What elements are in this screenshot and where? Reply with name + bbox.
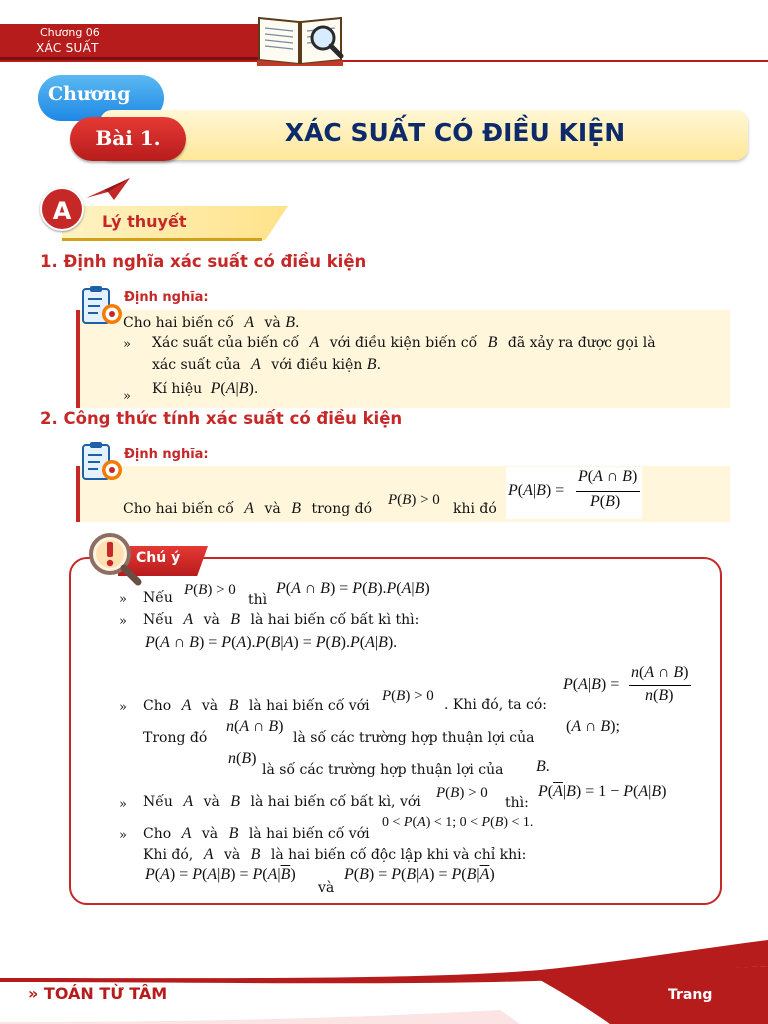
bullet-marker: »	[123, 389, 131, 404]
formula-line: Cho hai biến cố A và B trong đó	[123, 500, 373, 517]
chapter-number: Chương 06	[40, 26, 100, 39]
math-a: A	[183, 611, 194, 628]
math-b: B	[285, 314, 296, 331]
math-a: A	[309, 334, 320, 351]
math-a: A	[181, 697, 192, 714]
math-b: B.	[536, 758, 550, 775]
event-a-and-b: (A ∩ B);	[566, 718, 620, 735]
condition-bounds: 0 < P(A) < 1; 0 < P(B) < 1.	[382, 815, 534, 830]
paper-plane-icon	[84, 176, 132, 202]
definition-line-2: xác suất của A với điều kiện B.	[152, 356, 382, 373]
definition-label: Định nghĩa:	[124, 290, 209, 305]
note-3-then: . Khi đó, ta có:	[444, 697, 548, 713]
magnifier-exclamation-icon	[86, 530, 142, 586]
note-3-where: Trong đó	[143, 730, 208, 746]
formula-independence-b: $P(B) = P(B|A) = P(B|\overline{A})$	[344, 866, 495, 883]
definition-intro: Cho hai biến cố A và B.	[123, 314, 300, 331]
bullet-marker: »	[119, 828, 127, 843]
math-b: B	[230, 793, 241, 810]
count-a-and-b: n(A ∩ B)	[226, 718, 284, 735]
math-a: A	[183, 793, 194, 810]
math-b: B	[487, 334, 498, 351]
bullet-marker: »	[119, 592, 127, 607]
condition-pb-positive: P(B) > 0	[388, 492, 440, 508]
chapter-bubble: Chương	[38, 75, 164, 121]
note-4-line: Nếu A và B là hai biến cố bất kì, với	[143, 793, 421, 810]
bullet-marker: »	[119, 614, 127, 629]
footer-page-label: Trang	[668, 987, 713, 1003]
math-a: A	[203, 846, 214, 863]
formula-complement: $P(\overline{A}|B) = 1 - P(A|B)$	[538, 783, 667, 800]
footer-wave	[0, 940, 768, 1024]
bullet-marker: »	[123, 337, 131, 352]
section-label: Lý thuyết	[102, 212, 187, 231]
math-b: B	[228, 697, 239, 714]
condition-pb-positive: P(B) > 0	[436, 785, 488, 801]
condition-pb-positive: P(B) > 0	[184, 582, 236, 598]
math-b: B	[230, 611, 241, 628]
section-letter: A	[40, 187, 84, 231]
definition-line-1: Xác suất của biến cố A với điều kiện biến cố B đã xảy ra được gọi là	[152, 334, 656, 351]
clipboard-target-icon	[80, 440, 124, 484]
condition-pb-positive: P(B) > 0	[382, 688, 434, 704]
note-label: Chú ý	[136, 550, 181, 566]
math-a: A	[244, 500, 255, 517]
math-a: A	[251, 356, 261, 373]
bullet-marker: »	[119, 797, 127, 812]
note-5-line: Cho A và B là hai biến cố với	[143, 825, 370, 842]
formula-conditional: P(A|B)	[210, 380, 254, 397]
math-b: B	[228, 825, 239, 842]
clipboard-target-icon	[80, 284, 124, 328]
footer-brand: » TOÁN TỪ TÂM	[28, 984, 168, 1003]
formula-fraction: P(A|B) = P(A ∩ B) P(B)	[506, 467, 642, 519]
section-underline	[62, 238, 262, 241]
note-3-favorable-2: là số các trường hợp thuận lợi của	[262, 762, 504, 778]
note-5-line-2: Khi đó, A và B là hai biến cố độc lập khi và chỉ khi:	[143, 846, 527, 863]
note-1-then: thì	[248, 592, 268, 608]
note-1-if: Nếu	[143, 590, 173, 606]
section-heading-formula: 2. Công thức tính xác suất có điều kiện	[40, 409, 403, 428]
note-3-favorable-1: là số các trường hợp thuận lợi của	[293, 730, 535, 746]
math-a: A	[244, 314, 255, 331]
math-a: A	[181, 825, 192, 842]
notation-line: Kí hiệu P(A|B).	[152, 380, 259, 397]
math-b: B	[250, 846, 261, 863]
section-heading-definition: 1. Định nghĩa xác suất có điều kiện	[40, 252, 367, 271]
note-2-line: Nếu A và B là hai biến cố bất kì thì:	[143, 611, 420, 628]
count-b: n(B)	[228, 750, 257, 767]
note-5-and: và	[318, 880, 335, 896]
lesson-title: XÁC SUẤT CÓ ĐIỀU KIỆN	[284, 118, 626, 147]
lesson-number: Bài 1.	[70, 117, 186, 161]
formula-multiplication: P(A ∩ B) = P(B).P(A|B)	[276, 580, 430, 597]
math-b: B	[291, 500, 302, 517]
definition-label: Định nghĩa:	[124, 447, 209, 462]
formula-independence-a: $P(A) = P(A|B) = P(A|\overline{B})$	[145, 866, 296, 883]
math-b: B	[366, 356, 377, 373]
open-book-icon	[255, 6, 345, 68]
then-label: khi đó	[453, 501, 497, 517]
header-rule	[0, 60, 768, 62]
chapter-subject: XÁC SUẤT	[36, 41, 99, 55]
note-4-then: thì:	[505, 795, 529, 811]
bullet-marker: »	[119, 700, 127, 715]
note-3-line: Cho A và B là hai biến cố với	[143, 697, 370, 714]
formula-multiplication-general: P(A ∩ B) = P(A).P(B|A) = P(B).P(A|B).	[145, 634, 398, 651]
formula-counting: P(A|B) = n(A ∩ B) n(B)	[563, 664, 695, 710]
